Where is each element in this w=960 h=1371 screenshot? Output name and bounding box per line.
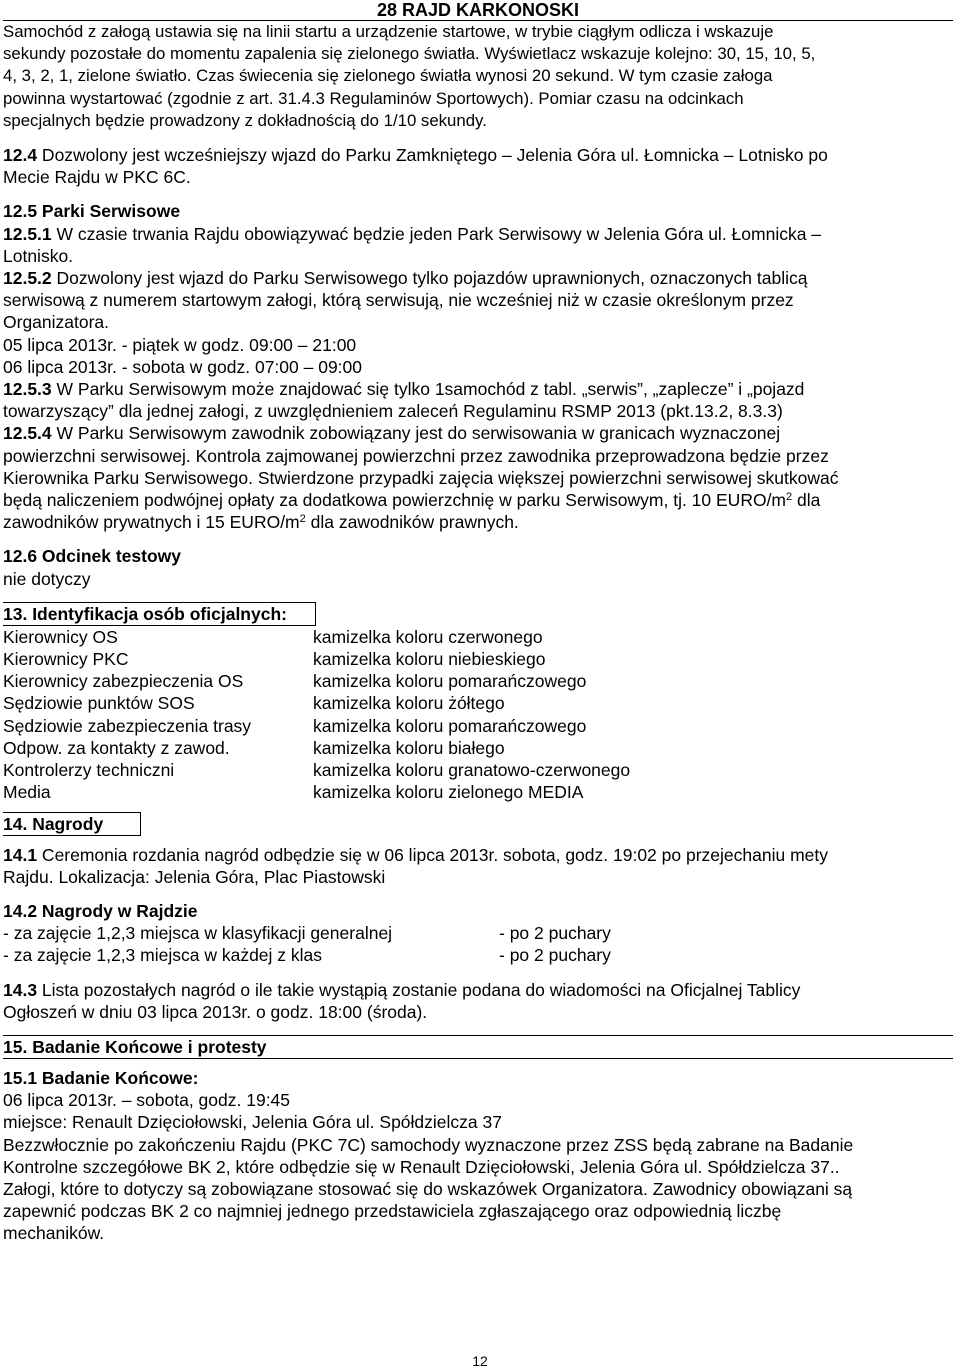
role-cell: Kierownicy PKC xyxy=(3,649,129,670)
section-12-4 xyxy=(3,144,953,188)
paragraph-text: zawodników prywatnych i 15 EURO/m xyxy=(3,512,300,533)
section-heading: 12.6 Odcinek testowy xyxy=(3,546,181,567)
paragraph-text: Dozwolony jest wjazd do Parku Serwisowego tylko pojazdów uprawnionych, oznaczonych tablicą xyxy=(51,268,808,289)
section-number: 12.5.4 xyxy=(3,423,52,444)
page-number: 12 xyxy=(472,1353,488,1369)
role-cell: Kontrolerzy techniczni xyxy=(3,760,175,781)
vest-cell: kamizelka koloru zielonego MEDIA xyxy=(313,782,584,803)
officials-table xyxy=(3,626,953,804)
intro-paragraph xyxy=(3,21,953,132)
section-14 xyxy=(3,812,953,1023)
paragraph-text: serwisową z numerem startowym załogi, którą serwisują, nie wcześniej niż w czasie określonym przez xyxy=(3,290,794,311)
paragraph-text: Rajdu. Lokalizacja: Jelenia Góra, Plac Piastowski xyxy=(3,866,386,887)
section-heading: 12.5 Parki Serwisowe xyxy=(3,201,181,222)
section-heading: 14. Nagrody xyxy=(3,812,141,836)
table-row xyxy=(3,648,953,670)
section-number: 12.5.2 xyxy=(3,268,52,289)
vest-cell: kamizelka koloru żółtego xyxy=(313,693,505,714)
role-cell: Media xyxy=(3,782,51,803)
role-cell: Odpow. za kontakty z zawod. xyxy=(3,737,230,758)
role-cell: Sędziowie punktów SOS xyxy=(3,693,195,714)
section-number: 12.5.1 xyxy=(3,223,52,244)
section-heading: 14.2 Nagrody w Rajdzie xyxy=(3,900,198,921)
document-title: 28 RAJD KARKONOSKI xyxy=(376,0,580,20)
schedule-line: 05 lipca 2013r. - piątek w godz. 09:00 – 21:00 xyxy=(3,334,357,355)
intro-line: Samochód z załogą ustawia się na linii startu a urządzenie startowe, w trybie ciągłym odlicza i wskazuje xyxy=(3,22,774,41)
paragraph-text: dla zawodników prawnych. xyxy=(305,512,519,533)
paragraph-text: Lista pozostałych nagród o ile takie wystąpią zostanie podana do wiadomości na Oficjalnej Tablicy xyxy=(37,979,801,1000)
section-13 xyxy=(3,602,953,804)
paragraph-text: powierzchni serwisowej. Kontrola zajmowanej powierzchni przez zawodnika przeprowadzona będzie przez xyxy=(3,445,829,466)
paragraph-line xyxy=(3,489,953,511)
vest-cell: kamizelka koloru białego xyxy=(313,737,505,758)
table-row xyxy=(3,781,953,803)
paragraph-text: miejsce: Renault Dzięciołowski, Jelenia Góra ul. Spółdzielcza 37 xyxy=(3,1112,502,1133)
section-number: 14.1 xyxy=(3,844,38,865)
paragraph-text: zapewnić podczas BK 2 co najmniej jednego przedstawiciela zgłaszającego oraz odpowiednią liczbę xyxy=(3,1201,782,1222)
awards-row xyxy=(3,922,953,944)
table-row xyxy=(3,759,953,781)
paragraph-text: W Parku Serwisowym zawodnik zobowiązany jest do serwisowania w granicach wyznaczonej xyxy=(51,423,781,444)
table-row xyxy=(3,737,953,759)
paragraph-text: dla xyxy=(792,490,821,511)
role-cell: Kierownicy zabezpieczenia OS xyxy=(3,671,244,692)
section-number: 12.5.3 xyxy=(3,379,52,400)
schedule-line: 06 lipca 2013r. - sobota w godz. 07:00 – 09:00 xyxy=(3,356,363,377)
paragraph-text: Mecie Rajdu w PKC 6C. xyxy=(3,167,191,188)
award-label: - za zajęcie 1,2,3 miejsca w klasyfikacji generalnej xyxy=(3,923,393,944)
intro-line: powinna wystartować (zgodnie z art. 31.4.3 Regulaminów Sportowych). Pomiar czasu na odcinkach xyxy=(3,88,744,108)
paragraph-text: będą naliczeniem podwójnej opłaty za dodatkowa powierzchnię w parku Serwisowym, tj. 10 EURO/m xyxy=(3,490,787,511)
role-cell: Sędziowie zabezpieczenia trasy xyxy=(3,715,252,736)
section-heading: 13. Identyfikacja osób oficjalnych: xyxy=(3,602,316,626)
paragraph-text: nie dotyczy xyxy=(3,568,91,589)
section-number: 14.3 xyxy=(3,979,38,1000)
paragraph-text: 06 lipca 2013r. – sobota, godz. 19:45 xyxy=(3,1090,291,1111)
section-12-6 xyxy=(3,545,953,589)
paragraph-text: Kontrolne szczegółowe BK 2, które odbędzie się w Renault Dzięciołowski, Jelenia Góra ul. Spółdzielcza 37.. xyxy=(3,1156,840,1177)
table-row xyxy=(3,715,953,737)
paragraph-line xyxy=(3,511,953,533)
paragraph-text: Kierownika Parku Serwisowego. Stwierdzone przypadki zajęcia większej powierzchni serwisowej skutkować xyxy=(3,467,839,488)
paragraph-text: Dozwolony jest wcześniejszy wjazd do Parku Zamkniętego – Jelenia Góra ul. Łomnicka – Lotnisko po xyxy=(37,145,828,166)
document-page xyxy=(3,0,953,1245)
vest-cell: kamizelka koloru niebieskiego xyxy=(313,649,546,670)
title-block xyxy=(3,0,953,21)
section-12-5 xyxy=(3,200,953,533)
paragraph-text: mechaników. xyxy=(3,1223,105,1244)
paragraph-text: Lotnisko. xyxy=(3,245,74,266)
awards-row xyxy=(3,944,953,966)
section-15 xyxy=(3,1035,953,1245)
section-number: 12.4 xyxy=(3,145,38,166)
paragraph-text: Załogi, które to dotyczy są zobowiązane stosować się do wskazówek Organizatora. Zawodnicy obowiązani są xyxy=(3,1178,853,1199)
paragraph-text: Organizatora. xyxy=(3,312,110,333)
section-heading: 15.1 Badanie Końcowe: xyxy=(3,1067,199,1088)
superscript: 2 xyxy=(786,491,793,504)
vest-cell: kamizelka koloru pomarańczowego xyxy=(313,715,587,736)
intro-line: specjalnych będzie prowadzony z dokładnością do 1/10 sekundy. xyxy=(3,110,487,130)
award-prize: - po 2 puchary xyxy=(499,923,611,944)
vest-cell: kamizelka koloru czerwonego xyxy=(313,626,543,647)
vest-cell: kamizelka koloru pomarańczowego xyxy=(313,671,587,692)
paragraph-text: Bezzwłocznie po zakończeniu Rajdu (PKC 7C) samochody wyznaczone przez ZSS będą zabrane na Badanie xyxy=(3,1134,854,1155)
paragraph-text: Ceremonia rozdania nagród odbędzie się w 06 lipca 2013r. sobota, godz. 19:02 po przejechaniu mety xyxy=(37,844,828,865)
section-heading: 15. Badanie Końcowe i protesty xyxy=(3,1035,953,1059)
intro-line: sekundy pozostałe do momentu zapalenia się zielonego światła. Wyświetlacz wskazuje kolejno: 30, 15, 10, 5, xyxy=(3,44,816,64)
superscript: 2 xyxy=(299,513,306,526)
table-row xyxy=(3,626,953,648)
intro-line: 4, 3, 2, 1, zielone światło. Czas świecenia się zielonego światła wynosi 20 sekund. W tym czasie załoga xyxy=(3,66,773,86)
vest-cell: kamizelka koloru granatowo-czerwonego xyxy=(313,760,631,781)
award-label: - za zajęcie 1,2,3 miejsca w każdej z klas xyxy=(3,945,323,966)
paragraph-text: W czasie trwania Rajdu obowiązywać będzie jeden Park Serwisowy w Jelenia Góra ul. Łomnicka – xyxy=(51,223,822,244)
role-cell: Kierownicy OS xyxy=(3,626,118,647)
award-prize: - po 2 puchary xyxy=(499,945,611,966)
table-row xyxy=(3,670,953,692)
table-row xyxy=(3,692,953,714)
paragraph-text: towarzyszący” dla jednej załogi, z uwzględnieniem zaleceń Regulaminu RSMP 2013 (pkt.13.2, 8.3.3) xyxy=(3,401,783,422)
paragraph-text: Ogłoszeń w dniu 03 lipca 2013r. o godz. 18:00 (środa). xyxy=(3,1001,428,1022)
paragraph-text: W Parku Serwisowym może znajdować się tylko 1samochód z tabl. „serwis”, „zaplecze” i „pojazd xyxy=(51,379,805,400)
